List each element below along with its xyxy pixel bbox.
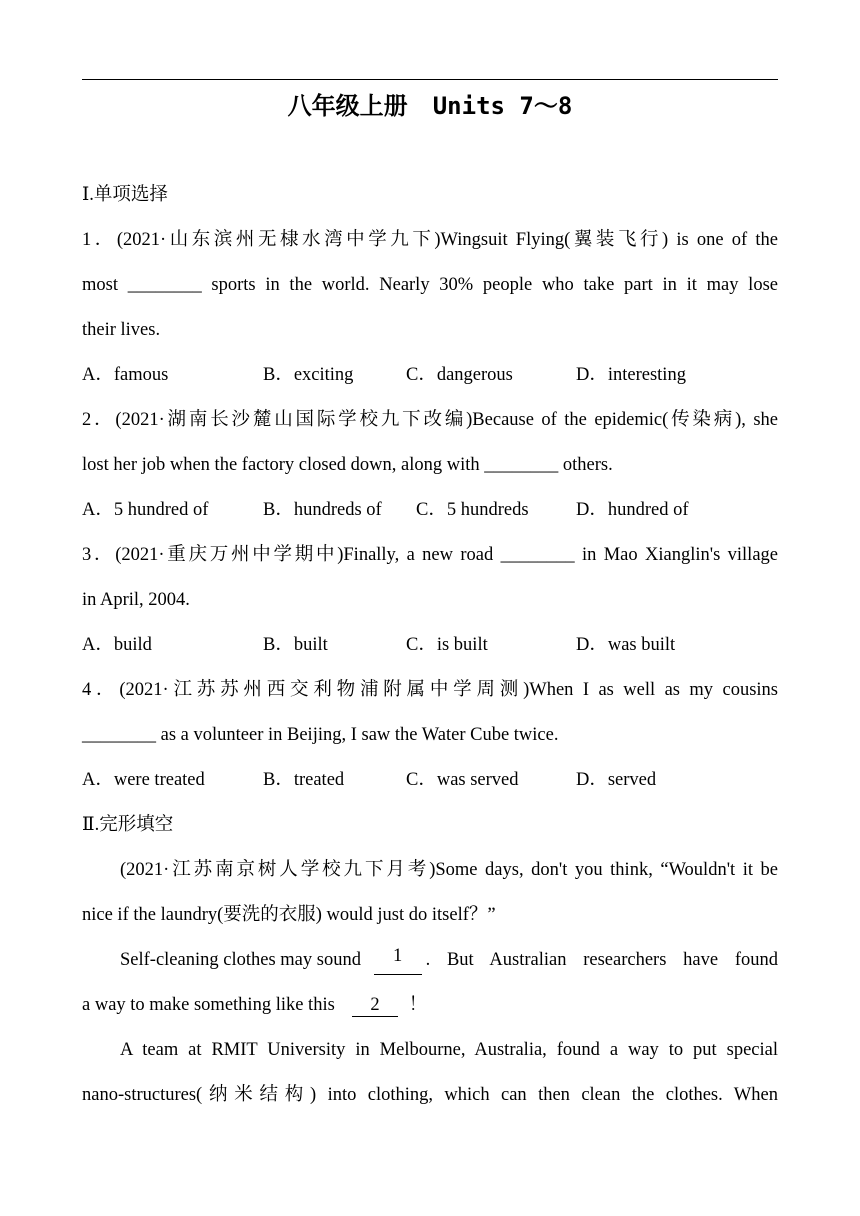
option-a: A．famous xyxy=(82,365,169,385)
question-3-options xyxy=(82,630,778,660)
option-c: C．dangerous xyxy=(406,365,513,385)
passage-para-1-line-1: (2021·江苏南京树人学校九下月考)Some days, don't you think, “Wouldn't it be xyxy=(120,860,778,880)
option-c: C．was served xyxy=(406,770,519,790)
question-2-options xyxy=(82,495,778,525)
page-title xyxy=(0,86,860,126)
option-a: A．5 hundred of xyxy=(82,500,209,520)
title-grade: 八年级上册 xyxy=(287,92,408,120)
option-a: A．build xyxy=(82,635,152,655)
option-c: C．is built xyxy=(406,635,488,655)
title-units: Units 7～8 xyxy=(432,92,573,120)
option-b: B．treated xyxy=(263,770,345,790)
passage-text: . But Australian researchers have found xyxy=(425,950,778,970)
question-3-line-1: 3．(2021·重庆万州中学期中)Finally, a new road ________ in Mao Xianglin's village xyxy=(82,545,778,565)
passage-para-3-line-2: nano-structures(纳米结构) into clothing, which can then clean the clothes. When xyxy=(82,1085,778,1105)
passage-para-1-line-2: nice if the laundry(要洗的衣服) would just do itself？” xyxy=(82,905,496,925)
question-4-options xyxy=(82,765,778,795)
option-c: C．5 hundreds xyxy=(416,500,529,520)
cloze-blank-2: 2 xyxy=(352,994,398,1017)
passage-text: a way to make something like this xyxy=(82,995,340,1015)
cloze-blank-1: 1 xyxy=(374,945,422,975)
question-1-line-3: their lives. xyxy=(82,320,161,340)
question-2-line-2: lost her job when the factory closed down, along with ________ others. xyxy=(82,455,613,475)
question-1-line-2: most ________ sports in the world. Nearly 30% people who take part in it may lose xyxy=(82,275,778,295)
question-4-line-2: ________ as a volunteer in Beijing, I saw the Water Cube twice. xyxy=(82,725,559,745)
question-1-line-1: 1．(2021·山东滨州无棣水湾中学九下)Wingsuit Flying(翼装飞行) is one of the xyxy=(82,230,778,250)
passage-para-2-line-1 xyxy=(120,945,778,975)
header-rule xyxy=(82,79,778,80)
option-a: A．were treated xyxy=(82,770,205,790)
passage-text: ！ xyxy=(408,995,428,1015)
option-d: D．interesting xyxy=(576,365,686,385)
option-b: B．exciting xyxy=(263,365,354,385)
passage-para-2-line-2 xyxy=(82,990,778,1020)
option-d: D．served xyxy=(576,770,657,790)
option-b: B．built xyxy=(263,635,328,655)
section-heading-cloze: Ⅱ.完形填空 xyxy=(82,815,174,835)
option-d: D．was built xyxy=(576,635,676,655)
passage-text: Self-cleaning clothes may sound xyxy=(120,950,366,970)
question-3-line-2: in April, 2004. xyxy=(82,590,190,610)
passage-para-3-line-1: A team at RMIT University in Melbourne, Australia, found a way to put special xyxy=(120,1040,778,1060)
option-d: D．hundred of xyxy=(576,500,689,520)
question-1-options xyxy=(82,360,778,390)
question-4-line-1: 4．(2021·江苏苏州西交利物浦附属中学周测)When I as well as my cousins xyxy=(82,680,778,700)
option-b: B．hundreds of xyxy=(263,500,382,520)
section-heading-multiple-choice: Ⅰ.单项选择 xyxy=(82,185,168,205)
question-2-line-1: 2．(2021·湖南长沙麓山国际学校九下改编)Because of the epidemic(传染病), she xyxy=(82,410,778,430)
